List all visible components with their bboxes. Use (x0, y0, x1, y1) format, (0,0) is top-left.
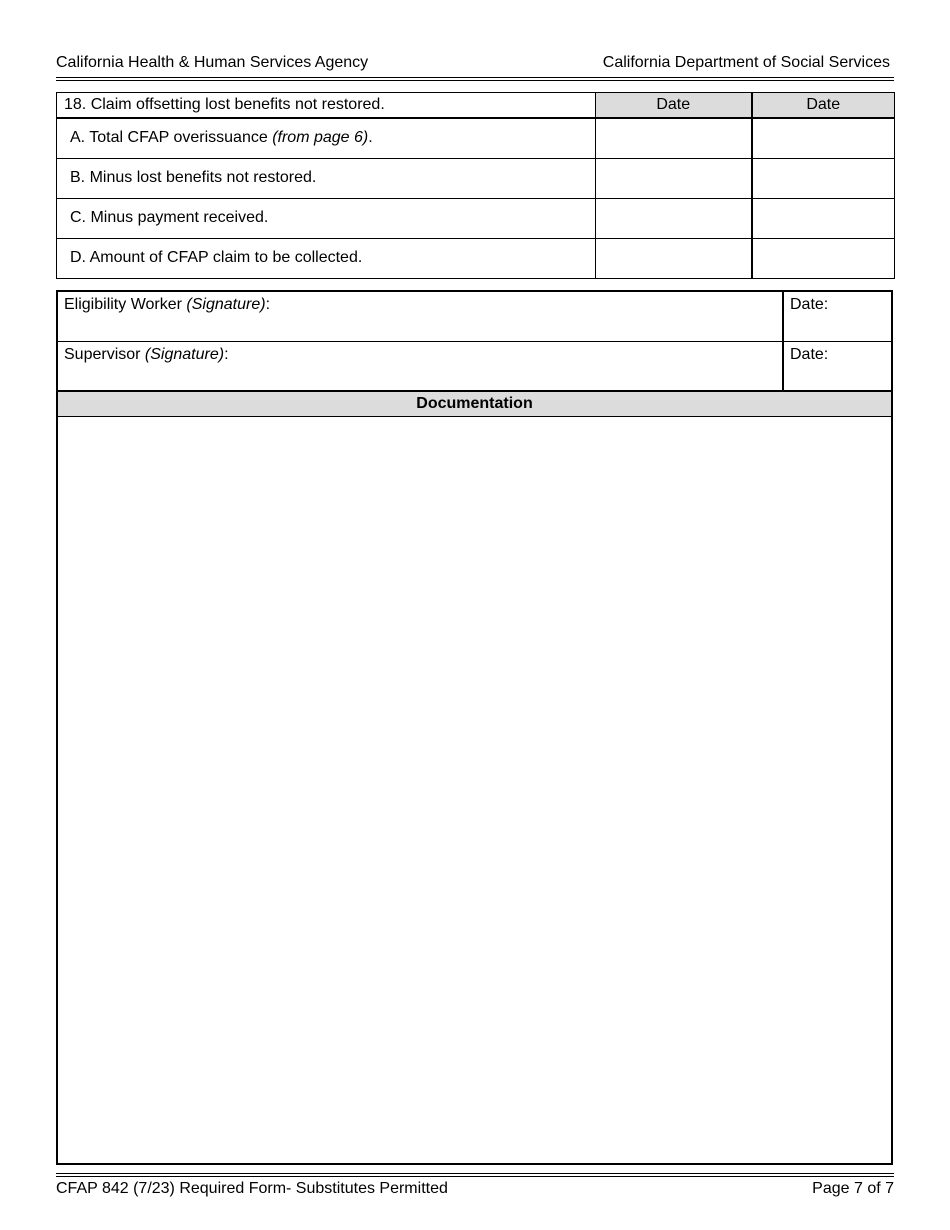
header-department: California Department of Social Services (602, 54, 890, 71)
page-header (56, 52, 894, 74)
claim-table-title: 18. Claim offsetting lost benefits not restored. (57, 93, 596, 119)
eligibility-worker-italic: (Signature) (186, 296, 266, 313)
form-identifier: CFAP 842 (7/23) Required Form- Substitutes Permitted (56, 1180, 448, 1197)
row-a-italic: (from page 6) (272, 129, 369, 146)
supervisor-date-field[interactable] (782, 342, 891, 390)
page-footer (56, 1178, 894, 1200)
supervisor-label: Supervisor (64, 346, 145, 363)
header-divider (56, 77, 894, 81)
row-b-date-2-field[interactable] (752, 158, 895, 198)
eligibility-worker-row (58, 292, 891, 342)
row-a-suffix: . (368, 129, 373, 146)
eligibility-worker-label: Eligibility Worker (64, 296, 187, 313)
eligibility-worker-signature-field[interactable] (64, 296, 270, 314)
table-row (57, 198, 895, 238)
claim-table (56, 92, 895, 279)
footer-divider (56, 1173, 894, 1177)
row-a-label (57, 118, 596, 158)
eligibility-worker-date-label: Date: (790, 296, 829, 313)
supervisor-italic: (Signature) (144, 346, 225, 363)
documentation-text-area[interactable] (58, 417, 891, 1163)
row-d-date-1-field[interactable] (596, 238, 752, 278)
date-column-header-1: Date (596, 93, 752, 119)
row-c-date-1-field[interactable] (596, 198, 752, 238)
row-d-text: D. Amount of CFAP claim to be collected. (70, 248, 363, 266)
table-row (57, 238, 895, 278)
row-c-text: C. Minus payment received. (70, 208, 269, 226)
claim-table-header-row (57, 93, 895, 119)
signature-documentation-box (56, 290, 893, 1165)
table-row (57, 118, 895, 158)
row-b-text: B. Minus lost benefits not restored. (70, 168, 317, 186)
header-agency: California Health & Human Services Agency (56, 54, 369, 71)
supervisor-date-label: Date: (790, 346, 829, 363)
row-d-label (57, 238, 596, 278)
row-a-text: A. Total CFAP overissuance (70, 129, 273, 146)
eligibility-worker-date-field[interactable] (782, 292, 891, 341)
row-a-date-1-field[interactable] (596, 118, 752, 158)
date-column-header-2: Date (752, 93, 895, 119)
supervisor-suffix: : (224, 346, 229, 363)
supervisor-signature-field[interactable] (64, 346, 229, 364)
page-number: Page 7 of 7 (812, 1180, 894, 1197)
row-b-date-1-field[interactable] (596, 158, 752, 198)
row-c-date-2-field[interactable] (752, 198, 895, 238)
supervisor-row (58, 342, 891, 392)
row-b-label (57, 158, 596, 198)
row-a-date-2-field[interactable] (752, 118, 895, 158)
eligibility-worker-suffix: : (265, 296, 271, 313)
table-row (57, 158, 895, 198)
row-c-label (57, 198, 596, 238)
row-d-date-2-field[interactable] (752, 238, 895, 278)
documentation-header: Documentation (58, 392, 891, 417)
